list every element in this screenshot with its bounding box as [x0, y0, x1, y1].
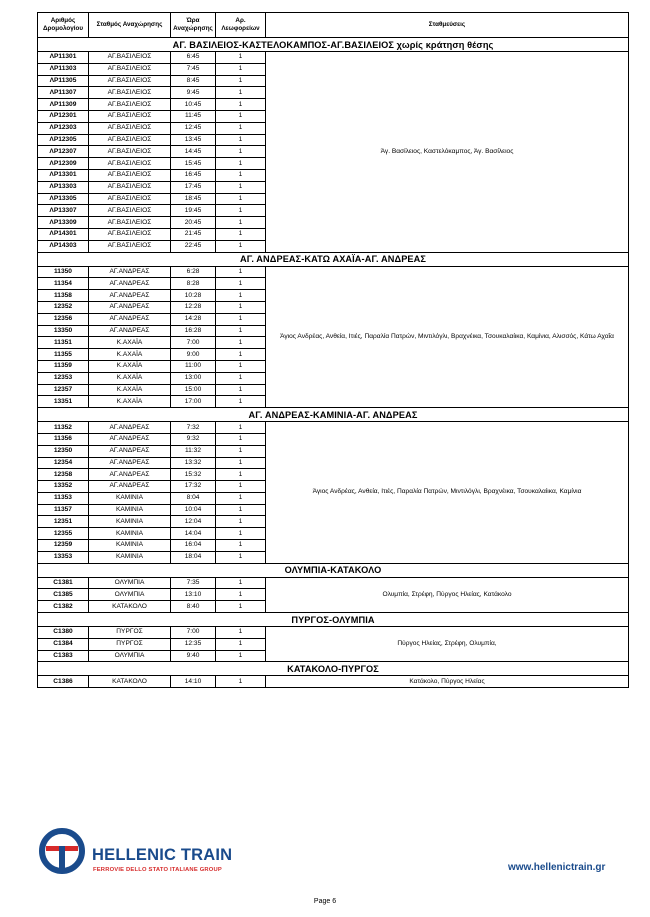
section-title-row — [38, 662, 629, 676]
departure-station: ΑΓ.ΑΝΔΡΕΑΣ — [89, 290, 171, 302]
route-number: 11353 — [38, 492, 89, 504]
route-number: 11359 — [38, 360, 89, 372]
departure-time: 8:28 — [171, 278, 216, 290]
departure-station: ΑΓ.ΒΑΣΙΛΕΙΟΣ — [89, 158, 171, 170]
bus-count: 1 — [216, 325, 266, 337]
bus-count: 1 — [216, 481, 266, 493]
departure-time: 14:28 — [171, 313, 216, 325]
departure-time: 15:45 — [171, 158, 216, 170]
departure-time: 16:04 — [171, 540, 216, 552]
route-number: ΛΡ11305 — [38, 75, 89, 87]
route-number: ΛΡ11309 — [38, 99, 89, 111]
bus-count: 1 — [216, 63, 266, 75]
bus-count: 1 — [216, 372, 266, 384]
departure-station: ΑΓ.ΑΝΔΡΕΑΣ — [89, 278, 171, 290]
departure-station: ΑΓ.ΒΑΣΙΛΕΙΟΣ — [89, 205, 171, 217]
departure-time: 17:32 — [171, 481, 216, 493]
departure-station: ΑΓ.ΒΑΣΙΛΕΙΟΣ — [89, 193, 171, 205]
departure-time: 12:04 — [171, 516, 216, 528]
route-number: ΛΡ11303 — [38, 63, 89, 75]
route-number: 12359 — [38, 540, 89, 552]
route-number: ΛΡ12307 — [38, 146, 89, 158]
bus-count: 1 — [216, 650, 266, 662]
bus-count: 1 — [216, 217, 266, 229]
bus-count: 1 — [216, 87, 266, 99]
route-number: 11352 — [38, 422, 89, 434]
departure-time: 13:45 — [171, 134, 216, 146]
departure-time: 12:35 — [171, 638, 216, 650]
departure-time: 14:45 — [171, 146, 216, 158]
departure-time: 9:45 — [171, 87, 216, 99]
route-number: 12358 — [38, 469, 89, 481]
stops-list: Κατάκολο, Πύργος Ηλείας — [266, 676, 629, 688]
bus-count: 1 — [216, 169, 266, 181]
bus-count: 1 — [216, 99, 266, 111]
route-number: ΛΡ13301 — [38, 169, 89, 181]
departure-time: 7:00 — [171, 337, 216, 349]
departure-time: 20:45 — [171, 217, 216, 229]
route-number: 11350 — [38, 266, 89, 278]
route-number: 12356 — [38, 313, 89, 325]
timetable — [37, 12, 629, 688]
departure-time: 13:00 — [171, 372, 216, 384]
bus-count: 1 — [216, 638, 266, 650]
table-row — [38, 676, 629, 688]
section-title: ΟΛΥΜΠΙΑ-ΚΑΤΑΚΟΛΟ — [38, 563, 629, 577]
header-departure-station: Σταθμός Αναχώρησης — [89, 13, 171, 38]
page-number: Page 6 — [313, 898, 337, 905]
bus-count: 1 — [216, 110, 266, 122]
route-number: 11357 — [38, 504, 89, 516]
bus-count: 1 — [216, 627, 266, 639]
departure-time: 19:45 — [171, 205, 216, 217]
departure-station: ΑΓ.ΒΑΣΙΛΕΙΟΣ — [89, 181, 171, 193]
departure-station: ΑΓ.ΑΝΔΡΕΑΣ — [89, 481, 171, 493]
bus-count: 1 — [216, 551, 266, 563]
departure-station: ΑΓ.ΒΑΣΙΛΕΙΟΣ — [89, 122, 171, 134]
departure-station: ΑΓ.ΑΝΔΡΕΑΣ — [89, 457, 171, 469]
route-number: C1383 — [38, 650, 89, 662]
section-title-row — [38, 613, 629, 627]
bus-count: 1 — [216, 122, 266, 134]
departure-station: Κ.ΑΧΑΪΑ — [89, 384, 171, 396]
departure-station: ΚΑΜΙΝΙΑ — [89, 492, 171, 504]
route-number: 11358 — [38, 290, 89, 302]
section-title-row — [38, 38, 629, 52]
departure-time: 7:45 — [171, 63, 216, 75]
departure-time: 8:45 — [171, 75, 216, 87]
bus-count: 1 — [216, 676, 266, 688]
bus-count: 1 — [216, 360, 266, 372]
route-number: ΛΡ13309 — [38, 217, 89, 229]
departure-station: ΑΓ.ΒΑΣΙΛΕΙΟΣ — [89, 146, 171, 158]
departure-time: 17:00 — [171, 396, 216, 408]
route-number: ΛΡ13303 — [38, 181, 89, 193]
table-row — [38, 266, 629, 278]
bus-count: 1 — [216, 193, 266, 205]
route-number: 13352 — [38, 481, 89, 493]
bus-count: 1 — [216, 516, 266, 528]
departure-station: ΑΓ.ΒΑΣΙΛΕΙΟΣ — [89, 63, 171, 75]
departure-time: 10:28 — [171, 290, 216, 302]
departure-time: 16:45 — [171, 169, 216, 181]
route-number: ΛΡ11307 — [38, 87, 89, 99]
header-route-no: Αριθμός Δρομολογίου — [38, 13, 89, 38]
route-number: 13351 — [38, 396, 89, 408]
bus-count: 1 — [216, 589, 266, 601]
route-number: C1381 — [38, 577, 89, 589]
departure-time: 13:10 — [171, 589, 216, 601]
section-title-row — [38, 563, 629, 577]
departure-station: ΑΓ.ΒΑΣΙΛΕΙΟΣ — [89, 240, 171, 252]
stops-list: Πύργος Ηλείας, Στρέφη, Ολυμπία, — [266, 627, 629, 662]
departure-station: ΠΥΡΓΟΣ — [89, 638, 171, 650]
route-number: 11355 — [38, 349, 89, 361]
bus-count: 1 — [216, 445, 266, 457]
bus-count: 1 — [216, 205, 266, 217]
departure-time: 12:28 — [171, 301, 216, 313]
bus-count: 1 — [216, 240, 266, 252]
route-number: ΛΡ12305 — [38, 134, 89, 146]
departure-time: 22:45 — [171, 240, 216, 252]
brand-name: HELLENIC TRAIN — [92, 846, 233, 864]
bus-count: 1 — [216, 349, 266, 361]
departure-station: ΑΓ.ΒΑΣΙΛΕΙΟΣ — [89, 110, 171, 122]
departure-station: ΑΓ.ΑΝΔΡΕΑΣ — [89, 445, 171, 457]
section-title: ΚΑΤΑΚΟΛΟ-ΠΥΡΓΟΣ — [38, 662, 629, 676]
departure-station: ΑΓ.ΒΑΣΙΛΕΙΟΣ — [89, 228, 171, 240]
departure-station: Κ.ΑΧΑΪΑ — [89, 396, 171, 408]
departure-station: ΠΥΡΓΟΣ — [89, 627, 171, 639]
bus-count: 1 — [216, 75, 266, 87]
stops-list: Άγ. Βασίλειος, Καστελόκαμπος, Άγ. Βασίλειος — [266, 52, 629, 253]
departure-station: ΑΓ.ΒΑΣΙΛΕΙΟΣ — [89, 75, 171, 87]
brand-subtitle: FERROVIE DELLO STATO ITALIANE GROUP — [93, 867, 222, 873]
bus-count: 1 — [216, 134, 266, 146]
header-row — [38, 13, 629, 38]
bus-count: 1 — [216, 577, 266, 589]
departure-station: ΑΓ.ΑΝΔΡΕΑΣ — [89, 469, 171, 481]
bus-count: 1 — [216, 457, 266, 469]
route-number: 12353 — [38, 372, 89, 384]
departure-time: 13:32 — [171, 457, 216, 469]
bus-count: 1 — [216, 433, 266, 445]
departure-station: ΚΑΜΙΝΙΑ — [89, 551, 171, 563]
timetable-body — [38, 38, 629, 688]
departure-station: ΑΓ.ΒΑΣΙΛΕΙΟΣ — [89, 134, 171, 146]
departure-time: 12:45 — [171, 122, 216, 134]
route-number: ΛΡ14301 — [38, 228, 89, 240]
departure-time: 7:35 — [171, 577, 216, 589]
route-number: C1385 — [38, 589, 89, 601]
bus-count: 1 — [216, 528, 266, 540]
departure-time: 8:40 — [171, 601, 216, 613]
stops-list: Ολυμπία, Στρέφη, Πύργος Ηλείας, Κατάκολο — [266, 577, 629, 612]
route-number: 11354 — [38, 278, 89, 290]
section-title-row — [38, 408, 629, 422]
section-title: ΑΓ. ΑΝΔΡΕΑΣ-ΚΑΤΩ ΑΧΑΪΑ-ΑΓ. ΑΝΔΡΕΑΣ — [38, 252, 629, 266]
departure-time: 6:45 — [171, 52, 216, 64]
departure-time: 6:28 — [171, 266, 216, 278]
route-number: ΛΡ12309 — [38, 158, 89, 170]
header-departure-time: Ώρα Αναχώρησης — [171, 13, 216, 38]
bus-count: 1 — [216, 384, 266, 396]
departure-station: ΑΓ.ΑΝΔΡΕΑΣ — [89, 422, 171, 434]
departure-time: 18:45 — [171, 193, 216, 205]
section-title: ΑΓ. ΑΝΔΡΕΑΣ-ΚΑΜΙΝΙΑ-ΑΓ. ΑΝΔΡΕΑΣ — [38, 408, 629, 422]
route-number: ΛΡ12303 — [38, 122, 89, 134]
route-number: 12351 — [38, 516, 89, 528]
departure-time: 8:04 — [171, 492, 216, 504]
route-number: ΛΡ13305 — [38, 193, 89, 205]
bus-count: 1 — [216, 278, 266, 290]
departure-station: ΚΑΜΙΝΙΑ — [89, 528, 171, 540]
departure-time: 17:45 — [171, 181, 216, 193]
departure-station: ΚΑΜΙΝΙΑ — [89, 516, 171, 528]
departure-station: ΟΛΥΜΠΙΑ — [89, 650, 171, 662]
departure-station: ΑΓ.ΑΝΔΡΕΑΣ — [89, 433, 171, 445]
route-number: 13350 — [38, 325, 89, 337]
route-number: 12355 — [38, 528, 89, 540]
table-row — [38, 577, 629, 589]
bus-count: 1 — [216, 396, 266, 408]
departure-station: ΑΓ.ΒΑΣΙΛΕΙΟΣ — [89, 99, 171, 111]
route-number: ΛΡ11301 — [38, 52, 89, 64]
departure-time: 14:04 — [171, 528, 216, 540]
bus-count: 1 — [216, 422, 266, 434]
departure-station: ΟΛΥΜΠΙΑ — [89, 577, 171, 589]
departure-time: 14:10 — [171, 676, 216, 688]
stops-list: Άγιος Ανδρέας, Ανθεία, Ιτιές, Παραλία Πατρών, Μιντιλόγλι, Βραχνέικα, Τσουκαλαίικα, Καμίνια, Αλισσός, Κάτω Αχαΐα — [266, 266, 629, 408]
header-buses: Αρ. Λεωφορείων — [216, 13, 266, 38]
departure-time: 10:45 — [171, 99, 216, 111]
table-row — [38, 52, 629, 64]
departure-time: 10:04 — [171, 504, 216, 516]
bus-count: 1 — [216, 469, 266, 481]
section-title-row — [38, 252, 629, 266]
route-number: ΛΡ12301 — [38, 110, 89, 122]
departure-station: ΚΑΜΙΝΙΑ — [89, 504, 171, 516]
departure-station: ΑΓ.ΑΝΔΡΕΑΣ — [89, 266, 171, 278]
bus-count: 1 — [216, 266, 266, 278]
bus-count: 1 — [216, 146, 266, 158]
bus-count: 1 — [216, 540, 266, 552]
route-number: 12354 — [38, 457, 89, 469]
departure-time: 11:32 — [171, 445, 216, 457]
route-number: 12350 — [38, 445, 89, 457]
departure-station: ΑΓ.ΒΑΣΙΛΕΙΟΣ — [89, 87, 171, 99]
bus-count: 1 — [216, 492, 266, 504]
departure-time: 9:40 — [171, 650, 216, 662]
route-number: ΛΡ14303 — [38, 240, 89, 252]
departure-station: ΑΓ.ΑΝΔΡΕΑΣ — [89, 301, 171, 313]
departure-time: 7:32 — [171, 422, 216, 434]
route-number: C1386 — [38, 676, 89, 688]
departure-station: ΚΑΤΑΚΟΛΟ — [89, 601, 171, 613]
departure-station: ΑΓ.ΑΝΔΡΕΑΣ — [89, 313, 171, 325]
bus-count: 1 — [216, 52, 266, 64]
departure-station: ΑΓ.ΒΑΣΙΛΕΙΟΣ — [89, 217, 171, 229]
bus-count: 1 — [216, 158, 266, 170]
stops-list: Άγιος Ανδρέας, Ανθεία, Ιτιές, Παραλία Πατρών, Μιντιλόγλι, Βραχνέικα, Τσουκαλαίικα, Καμίνια — [266, 422, 629, 564]
departure-station: ΑΓ.ΑΝΔΡΕΑΣ — [89, 325, 171, 337]
departure-station: ΚΑΤΑΚΟΛΟ — [89, 676, 171, 688]
bus-count: 1 — [216, 337, 266, 349]
departure-station: Κ.ΑΧΑΪΑ — [89, 349, 171, 361]
route-number: C1382 — [38, 601, 89, 613]
departure-time: 9:00 — [171, 349, 216, 361]
route-number: 12357 — [38, 384, 89, 396]
website-link[interactable]: www.hellenictrain.gr — [508, 862, 606, 873]
departure-station: ΟΛΥΜΠΙΑ — [89, 589, 171, 601]
bus-count: 1 — [216, 601, 266, 613]
route-number: C1384 — [38, 638, 89, 650]
departure-time: 7:00 — [171, 627, 216, 639]
bus-count: 1 — [216, 181, 266, 193]
route-number: 12352 — [38, 301, 89, 313]
bus-count: 1 — [216, 504, 266, 516]
bus-count: 1 — [216, 313, 266, 325]
departure-time: 15:00 — [171, 384, 216, 396]
route-number: ΛΡ13307 — [38, 205, 89, 217]
route-number: 11351 — [38, 337, 89, 349]
bus-count: 1 — [216, 228, 266, 240]
departure-time: 9:32 — [171, 433, 216, 445]
departure-station: ΚΑΜΙΝΙΑ — [89, 540, 171, 552]
route-number: 13353 — [38, 551, 89, 563]
departure-time: 16:28 — [171, 325, 216, 337]
bus-count: 1 — [216, 301, 266, 313]
bus-count: 1 — [216, 290, 266, 302]
section-title: ΑΓ. ΒΑΣΙΛΕΙΟΣ-ΚΑΣΤΕΛΟΚΑΜΠΟΣ-ΑΓ.ΒΑΣΙΛΕΙΟΣ χωρίς κράτηση θέσης — [38, 38, 629, 52]
departure-station: Κ.ΑΧΑΪΑ — [89, 372, 171, 384]
departure-station: Κ.ΑΧΑΪΑ — [89, 337, 171, 349]
departure-time: 18:04 — [171, 551, 216, 563]
route-number: 11356 — [38, 433, 89, 445]
departure-time: 11:45 — [171, 110, 216, 122]
table-row — [38, 422, 629, 434]
section-title: ΠΥΡΓΟΣ-ΟΛΥΜΠΙΑ — [38, 613, 629, 627]
table-row — [38, 627, 629, 639]
departure-time: 15:32 — [171, 469, 216, 481]
departure-station: ΑΓ.ΒΑΣΙΛΕΙΟΣ — [89, 169, 171, 181]
departure-time: 11:00 — [171, 360, 216, 372]
header-stops: Σταθμεύσεις — [266, 13, 629, 38]
route-number: C1380 — [38, 627, 89, 639]
departure-station: ΑΓ.ΒΑΣΙΛΕΙΟΣ — [89, 52, 171, 64]
departure-station: Κ.ΑΧΑΪΑ — [89, 360, 171, 372]
departure-time: 21:45 — [171, 228, 216, 240]
